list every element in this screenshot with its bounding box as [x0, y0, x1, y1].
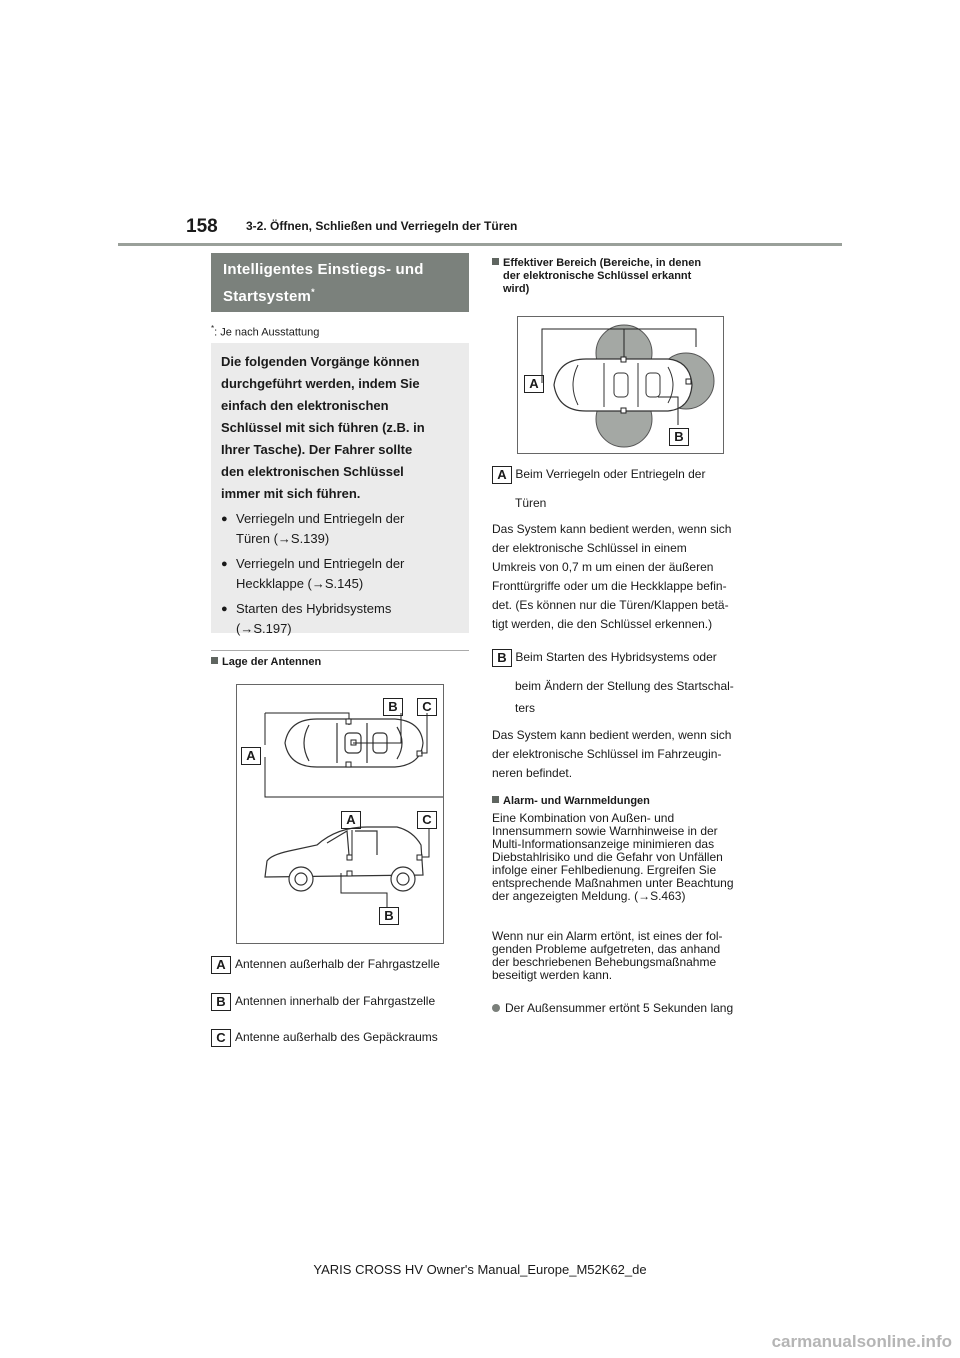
info-intro-2: einfach den elektronischen [221, 398, 389, 413]
body-line: neren befindet. [492, 766, 573, 780]
label-b-side: B [379, 907, 399, 925]
legend-b [211, 993, 435, 1011]
legend-c [211, 1029, 438, 1047]
header-rule [118, 243, 842, 246]
list-item-line: Türen (→S.139) [236, 531, 330, 546]
item-b-body [492, 726, 731, 783]
function-list [221, 509, 459, 639]
body-line: der elektronische Schlüssel im Fahrzeugin- [492, 747, 722, 761]
legend-text: Antennen innerhalb der Fahrgastzelle [235, 994, 436, 1009]
list-item-line: Verriegeln und Entriegeln der [236, 556, 405, 571]
range-diagram [518, 317, 723, 453]
body-line: det. (Es können nur die Türen/Klappen betä- [492, 598, 729, 612]
body-line: der elektronische Schlüssel in einem [492, 541, 687, 555]
footnote-text: : Je nach Ausstattung [214, 326, 320, 339]
item-b-title-line: beim Ändern der Stellung des Startschal- [515, 679, 734, 693]
list-item [221, 599, 459, 639]
info-intro-0: Die folgenden Vorgänge können [221, 354, 420, 369]
antenna-heading-text: Lage der Antennen [222, 656, 322, 668]
section-header: 3-2. Öffnen, Schließen und Verriegeln der Türen [246, 219, 518, 233]
list-item-line: Verriegeln und Entriegeln der [236, 511, 405, 526]
item-a-body [492, 520, 731, 634]
body-line: Umkreis von 0,7 m um einen der äußeren [492, 560, 714, 574]
range-heading-line: der elektronische Schlüssel erkannt [503, 270, 692, 282]
range-heading-line: wird) [503, 283, 530, 295]
antenna-location-figure [236, 684, 444, 944]
footer-manual-id: YARIS CROSS HV Owner's Manual_Europe_M52K62_de [313, 1262, 647, 1277]
body-line: Multi-Informationsanzeige minimieren das [492, 837, 715, 851]
bullet-icon: ● [221, 513, 228, 525]
body-line: Das System kann bedient werden, wenn sich [492, 728, 732, 742]
body-line: der angezeigten Meldung. (→S.463) [492, 889, 686, 903]
item-b-title [492, 649, 717, 667]
bullet-icon: ● [221, 558, 228, 570]
item-b-title-line: Beim Starten des Hybridsystems oder [515, 650, 717, 665]
item-a-tag: A [492, 466, 512, 484]
alarm-heading [492, 795, 650, 808]
bullet-icon: ● [221, 603, 228, 615]
label-c-top: C [417, 698, 437, 716]
alarm-dot-item [492, 1001, 733, 1015]
info-intro-4: Ihrer Tasche). Der Fahrer sollte [221, 442, 413, 457]
body-line: Das System kann bedient werden, wenn sich [492, 522, 732, 536]
legend-text: Antennen außerhalb der Fahrgastzelle [235, 957, 440, 972]
footnote [211, 324, 319, 339]
info-intro-5: den elektronischen Schlüssel [221, 464, 404, 479]
car-antenna-diagram [237, 685, 443, 943]
alarm-body-1 [492, 812, 734, 903]
antenna-heading [211, 656, 321, 669]
body-line: Diebstahlrisiko und die Gefahr von Unfällen [492, 850, 723, 864]
divider [211, 650, 469, 651]
label-c-side: C [417, 811, 437, 829]
info-intro-6: immer mit sich führen. [221, 486, 361, 501]
body-line: Innensummern sowie Warnhinweise in der [492, 824, 718, 838]
body-line: Eine Kombination von Außen- und [492, 811, 675, 825]
item-b-tag: B [492, 649, 512, 667]
item-a-title [492, 466, 705, 484]
page-number: 158 [186, 216, 218, 237]
alarm-body-2 [492, 930, 723, 982]
label-a-top: A [241, 747, 261, 765]
body-line: der beschriebenen Behebungsmaßnahme [492, 955, 717, 969]
dot-item-text: Der Außensummer ertönt 5 Sekunden lang [505, 1001, 734, 1015]
legend-a [211, 956, 440, 974]
footnote-marker: * [211, 324, 215, 333]
list-item [221, 554, 459, 594]
item-a-title-line: Türen [515, 496, 547, 510]
title-asterisk: * [311, 287, 315, 297]
effective-range-figure [517, 316, 724, 454]
legend-text: Antenne außerhalb des Gepäckraums [235, 1030, 438, 1045]
info-box [211, 343, 469, 636]
list-item-line: (→S.197) [236, 621, 292, 636]
label-a-side: A [341, 811, 361, 829]
range-label-b: B [669, 428, 689, 446]
section-title-line1: Intelligentes Einstiegs- und [223, 261, 424, 278]
body-line: Wenn nur ein Alarm ertönt, ist eines der fol- [492, 929, 723, 943]
legend-tag: B [211, 993, 231, 1011]
watermark-logo: carmanualsonline.info [771, 1332, 952, 1351]
legend-tag: A [211, 956, 231, 974]
body-line: genden Probleme aufgetreten, das anhand [492, 942, 721, 956]
body-line: infolge einer Fehlbedienung. Ergreifen Sie [492, 863, 717, 877]
body-line: Fronttürgriffe oder um die Heckklappe befin- [492, 579, 727, 593]
list-item [221, 509, 459, 549]
list-item-line: Starten des Hybridsystems [236, 601, 392, 616]
item-a-title-line: Beim Verriegeln oder Entriegeln der [515, 467, 706, 482]
range-label-a: A [524, 375, 544, 393]
square-bullet-icon [211, 657, 218, 664]
info-intro-1: durchgeführt werden, indem Sie [221, 376, 420, 391]
section-title-box [211, 253, 469, 312]
square-bullet-icon [492, 258, 499, 265]
body-line: beseitigt werden kann. [492, 968, 613, 982]
label-b-top: B [383, 698, 403, 716]
square-bullet-icon [492, 796, 499, 803]
alarm-heading-text: Alarm- und Warnmeldungen [503, 795, 650, 807]
legend-tag: C [211, 1029, 231, 1047]
body-line: entsprechende Maßnahmen unter Beachtung [492, 876, 734, 890]
list-item-line: Heckklappe (→S.145) [236, 576, 364, 591]
section-title-line2: Startsystem [223, 288, 312, 305]
info-intro-3: Schlüssel mit sich führen (z.B. in [221, 420, 425, 435]
range-heading-line: Effektiver Bereich (Bereiche, in denen [503, 257, 702, 269]
item-b-title-line: ters [515, 701, 536, 715]
dot-bullet-icon [492, 1004, 500, 1012]
range-heading [492, 257, 701, 296]
body-line: tigt werden, die den Schlüssel erkennen.) [492, 617, 713, 631]
